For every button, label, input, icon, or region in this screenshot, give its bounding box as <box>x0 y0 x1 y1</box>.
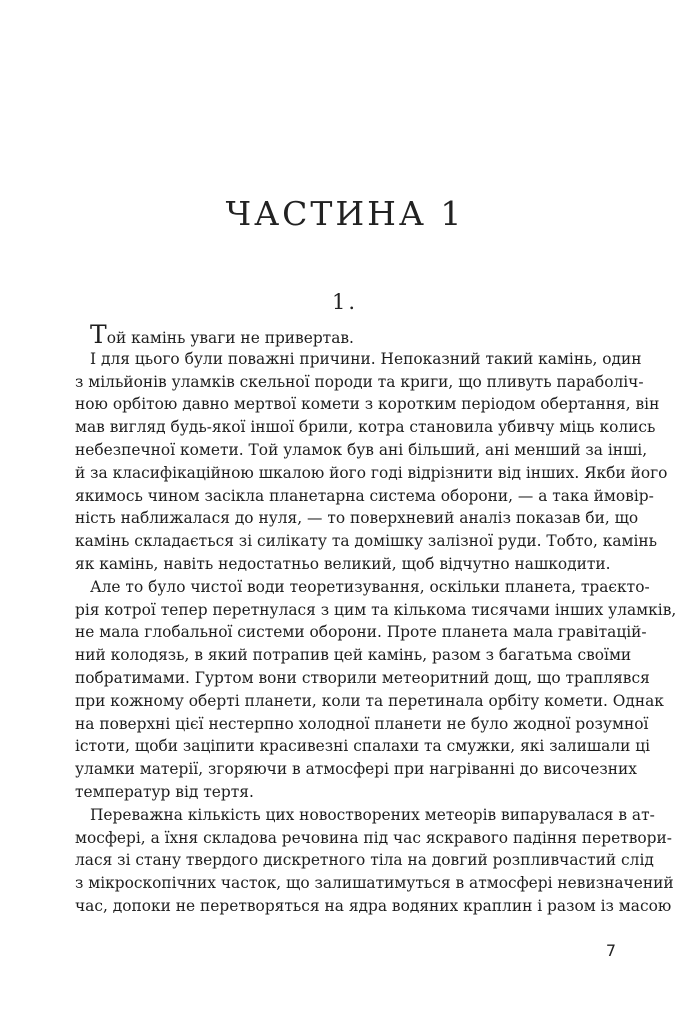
text-line: мав вигляд будь-якої іншої брили, котра становила убивчу міць колись <box>75 418 656 437</box>
text-line: не мала глобальної системи оборони. Проте планета мала гравітацій- <box>75 623 647 642</box>
body-text <box>75 320 677 918</box>
text-line: як камінь, навіть недостатньо великий, щоб відчутно нашкодити. <box>75 554 611 573</box>
text-line: з мікроскопічних часток, що залишатимуться в атмосфері невизначений <box>75 874 674 893</box>
text-line: рія котрої тепер перетнулася з цим та кількома тисячами інших уламків, <box>75 600 677 619</box>
text-line: час, допоки не перетворяться на ядра водяних краплин і разом із масою <box>75 896 672 915</box>
first-line-rest: ой камінь уваги не привертав. <box>106 329 354 347</box>
text-line: й за класифікаційною шкалою його годі відрізнити від інших. Якби його <box>75 463 668 482</box>
text-line: побратимами. Гуртом вони створили метеоритний дощ, що траплявся <box>75 668 650 687</box>
paragraph-lines <box>75 348 677 918</box>
text-line: Переважна кількість цих новостворених метеорів випарувалася в ат- <box>90 805 655 824</box>
text-line: ний колодязь, в який потрапив цей камінь, разом з багатьма своїми <box>75 646 632 665</box>
text-line: уламки матерії, згоряючи в атмосфері при нагріванні до височезних <box>75 760 637 779</box>
text-line: І для цього були поважні причини. Непоказний такий камінь, один <box>90 349 642 368</box>
text-line: ність наближалася до нуля, — то поверхневий аналіз показав би, що <box>75 509 639 528</box>
text-line: істоти, щоби заціпити красивезні спалахи та смужки, які залишали ці <box>75 737 651 756</box>
text-line: Але то було чистої води теоретизування, оскільки планета, траєкто- <box>90 577 650 596</box>
drop-cap: Т <box>90 320 107 349</box>
text-line: з мільйонів уламків скельної породи та криги, що пливуть параболіч- <box>75 372 644 391</box>
text-line: лася зі стану твердого дискретного тіла на довгий розпливчастий слід <box>75 851 654 870</box>
text-line: мосфері, а їхня складова речовина під час яскравого падіння перетвори- <box>75 828 672 847</box>
text-line: при кожному оберті планети, коли та перетинала орбіту комети. Однак <box>75 691 664 710</box>
text-line: на поверхні цієї нестерпно холодної планети не було жодної розумної <box>75 714 649 733</box>
text-line: температур від тертя. <box>75 782 254 801</box>
text-line: якимось чином засікла планетарна система оборони, — а така ймовір- <box>75 486 654 505</box>
text-line: небезпечної комети. Той уламок був ані більший, ані менший за інші, <box>75 440 648 459</box>
text-line: камінь складається зі силікату та домішку залізної руди. Тобто, камінь <box>75 532 658 551</box>
chapter-number: 1. <box>331 290 359 314</box>
text-line-first <box>90 320 615 349</box>
text-line: ною орбітою давно мертвої комети з коротким періодом обертання, він <box>75 395 660 414</box>
part-title: ЧАСТИНА 1 <box>225 194 465 233</box>
page-number: 7 <box>605 941 616 960</box>
